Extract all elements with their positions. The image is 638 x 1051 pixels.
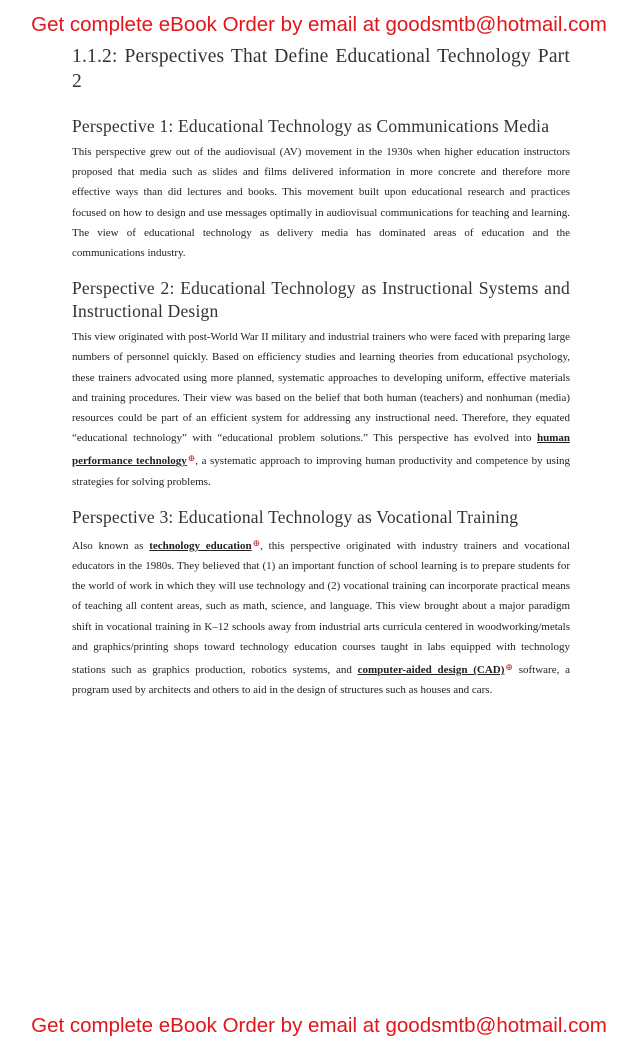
paragraph-text: , this perspective originated with industry trainers and vocational educators in the 1980s. They believed that (1) an important function of school learning is to prepare students for the world of work in which they will use technology and (2) vocational training can incorporate practical means of teaching all content areas, such as math, science, and language. This view brought about a major paradigm shift in vocational training in K–12 schools away from industrial arts curricula centered in woodworking/metals and graphics/printing shops toward technology education courses taught in labs equipped with technology stations such as graphics production, robotics systems, and bbox=[72, 539, 570, 677]
section-paragraph bbox=[72, 327, 570, 492]
ebook-banner-bottom: Get complete eBook Order by email at goodsmtb@hotmail.com bbox=[31, 1014, 607, 1037]
human-performance-technology-link[interactable]: human performance technology bbox=[72, 432, 570, 468]
document-body bbox=[72, 44, 570, 714]
ebook-banner-top: Get complete eBook Order by email at goodsmtb@hotmail.com bbox=[31, 13, 607, 36]
paragraph-text: Also known as bbox=[72, 539, 150, 552]
technology-education-link[interactable]: technology education bbox=[149, 539, 252, 552]
external-link-icon[interactable]: ⊕ bbox=[505, 662, 513, 673]
section-heading: Perspective 3: Educational Technology as Vocational Training bbox=[72, 506, 519, 527]
section-paragraph: This perspective grew out of the audiovisual (AV) movement in the 1930s when higher education instructors proposed that media such as slides and films delivered information in more concrete and therefore more effective ways than did lectures and books. This movement built upon educational research and practices focused on how to design and use messages optimally in audiovisual communications for teaching and learning. The view of educational technology as delivery media has dominated areas of education and the communications industry. bbox=[72, 146, 570, 260]
section-perspective-2 bbox=[72, 277, 570, 492]
section-perspective-1 bbox=[72, 115, 570, 263]
section-paragraph bbox=[72, 533, 570, 701]
section-heading: Perspective 1: Educational Technology as Communications Media bbox=[72, 116, 550, 136]
paragraph-text: This view originated with post-World War II military and industrial trainers who were faced with preparing large numbers of personnel quickly. Based on efficiency studies and learning theories from educational psychology, these trainers advocated using more planned, systematic approaches to developing uniform, effective materials and training procedures. Their view was based on the belief that both human (teachers) and nonhuman (media) resources could be part of an efficient system for addressing any instructional need. Therefore, they equated “educational technology” with “educational problem solutions.” This perspective has evolved into bbox=[72, 331, 570, 445]
page-title: 1.1.2: Perspectives That Define Educational Technology Part 2 bbox=[72, 46, 570, 92]
paragraph-text: software, a program used by architects and others to aid in the design of structures such as houses and cars. bbox=[72, 664, 570, 697]
section-perspective-3 bbox=[72, 506, 570, 701]
external-link-icon[interactable]: ⊕ bbox=[187, 453, 196, 464]
external-link-icon[interactable]: ⊕ bbox=[252, 537, 261, 548]
computer-aided-design-link[interactable]: computer-aided design (CAD) bbox=[357, 664, 505, 677]
section-heading: Perspective 2: Educational Technology as Instructional Systems and Instructional Design bbox=[72, 278, 570, 322]
paragraph-text: , a systematic approach to improving human productivity and competence by using strategies for solving problems. bbox=[72, 455, 570, 488]
